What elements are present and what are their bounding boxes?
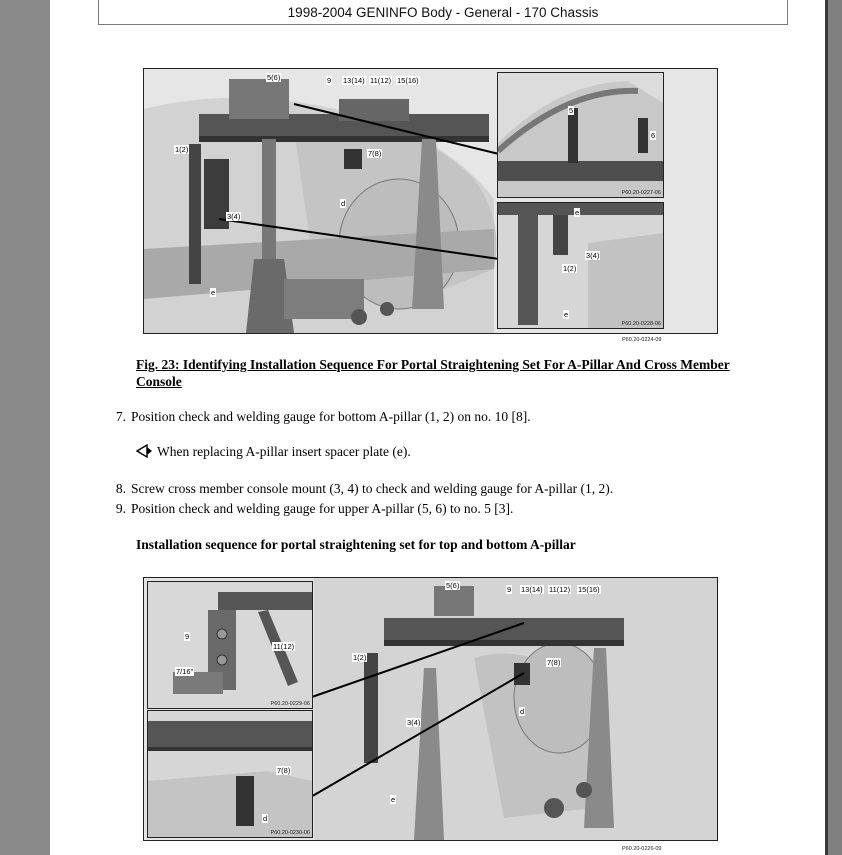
step-text: Position check and welding gauge for bottom A-pillar (1, 2) on no. 10 [8]. (131, 409, 531, 424)
callout-9: 9 (327, 76, 332, 85)
figure-1 (143, 68, 718, 334)
fig2-inset-bottom-figure-code: P60.20-0230-06 (270, 830, 310, 836)
figure-1-inset-bottom (497, 202, 664, 329)
figure-2-inset-top (147, 581, 313, 709)
viewer-left-gutter (0, 0, 50, 855)
inset-bottom-figure-code: P60.20-0228-06 (621, 321, 661, 327)
callout-11-12: 11(12) (370, 76, 392, 85)
figure-1-code: P60.20-0224-09 (622, 337, 662, 343)
note-text: When replacing A-pillar insert spacer plate (e). (157, 444, 411, 459)
inset-top-callout-6: 6 (651, 131, 656, 140)
figure-2-code: P60.20-0226-09 (622, 846, 662, 852)
inset-top-figure-code: P60.20-0227-06 (621, 190, 661, 196)
step-number: 9. (115, 501, 126, 516)
fig2-callout-7-8: 7(8) (547, 658, 561, 667)
figure-1-inset-top (497, 72, 664, 198)
fig2-callout-9: 9 (507, 585, 512, 594)
header-title: 1998-2004 GENINFO Body - General - 170 Chassis (287, 4, 599, 20)
callout-7-8: 7(8) (368, 149, 382, 158)
step-number: 8. (115, 481, 126, 496)
inset-bottom-callout-1-2: 1(2) (563, 264, 577, 273)
fig2-inset-top-figure-code: P60.20-0229-06 (270, 701, 310, 707)
figure-caption: Fig. 23: Identifying Installation Sequence For Portal Straightening Set For A-Pillar And Cross Member Console (136, 357, 730, 389)
step-text: Screw cross member console mount (3, 4) to check and welding gauge for A-pillar (1, 2). (131, 481, 614, 496)
fig2-callout-13-14: 13(14) (521, 585, 543, 594)
step-number: 7. (115, 409, 126, 424)
callout-13-14: 13(14) (343, 76, 365, 85)
fig2-callout-d: d (520, 707, 525, 716)
callout-3-4: 3(4) (227, 212, 241, 221)
callout-1-2: 1(2) (175, 145, 189, 154)
fig2-callout-15-16: 15(16) (578, 585, 600, 594)
viewer-right-gutter (825, 0, 842, 855)
figure-2-inset-bottom (147, 710, 313, 838)
inset-top-callout-5: 5 (569, 106, 574, 115)
page-header (98, 0, 788, 25)
section-subheading: Installation sequence for portal straightening set for top and bottom A-pillar (136, 537, 576, 552)
inset-bottom-callout-e-top: e (575, 208, 580, 217)
inset-bottom-callout-e-bottom: e (564, 310, 569, 319)
fig2-inset-bottom-callout-7-8: 7(8) (277, 766, 291, 775)
fig2-callout-3-4: 3(4) (407, 718, 421, 727)
fig2-callout-e: e (391, 795, 396, 804)
step-text: Position check and welding gauge for upper A-pillar (5, 6) to no. 5 [3]. (131, 501, 514, 516)
fig2-inset-top-callout-7-16: 7/16" (176, 667, 194, 676)
callout-5-6: 5(6) (267, 73, 281, 82)
note-icon (136, 444, 154, 458)
fig2-inset-bottom-callout-d: d (263, 814, 268, 823)
figure-2 (143, 577, 718, 841)
fig2-inset-top-callout-9: 9 (185, 632, 190, 641)
document-page (50, 0, 825, 855)
callout-15-16: 15(16) (397, 76, 419, 85)
fig2-callout-5-6: 5(6) (446, 581, 460, 590)
inset-bottom-callout-3-4: 3(4) (586, 251, 600, 260)
callout-d: d (341, 199, 346, 208)
callout-e: e (211, 288, 216, 297)
fig2-inset-top-callout-11-12: 11(12) (273, 642, 295, 651)
fig2-callout-1-2: 1(2) (353, 653, 367, 662)
fig2-callout-11-12: 11(12) (549, 585, 571, 594)
note (136, 443, 411, 460)
